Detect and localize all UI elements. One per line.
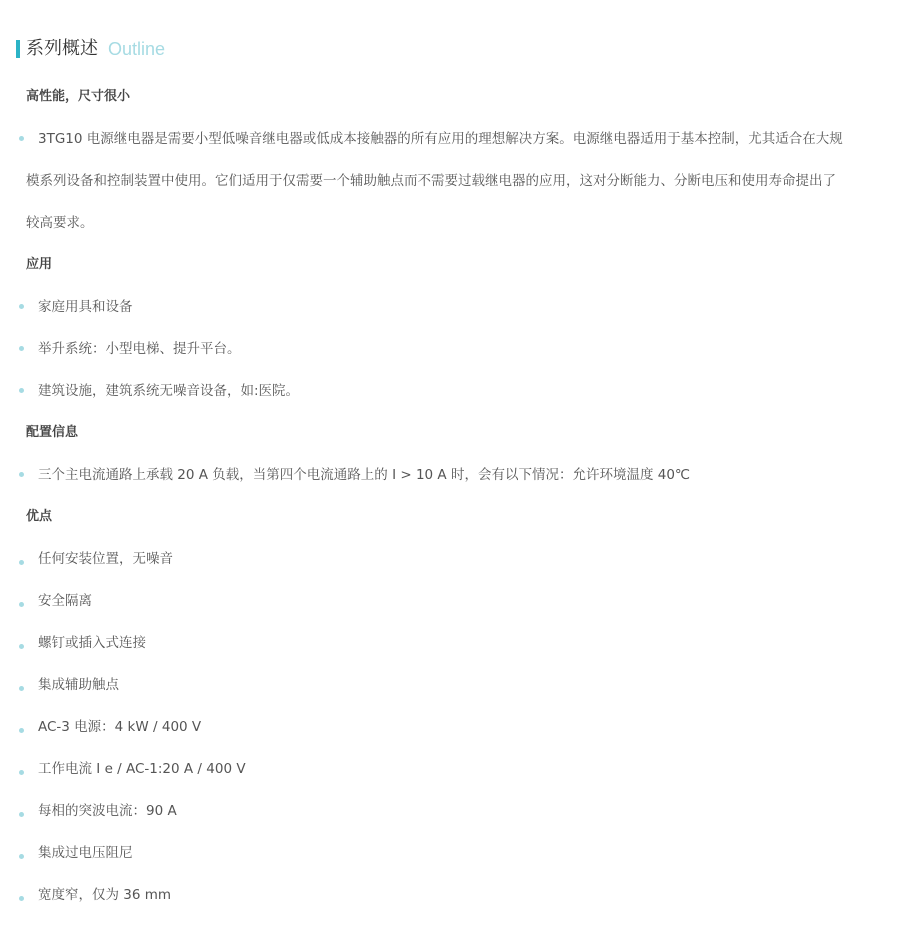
- bullet-icon: [19, 560, 24, 565]
- list-item: [0, 580, 900, 622]
- list-item: [0, 118, 900, 244]
- list-item-text: 建筑设施，建筑系统无噪音设备，如:医院。: [38, 383, 300, 399]
- bullet-icon: [19, 602, 24, 607]
- list-item-text: 三个主电流通路上承载 20 A 负载，当第四个电流通路上的 I > 10 A 时，会有以下情况：允许环境温度 40℃: [38, 467, 691, 483]
- performance-text: 3TG10 电源继电器是需要小型低噪音继电器或低成本接触器的所有应用的理想解决方案。电源继电器适用于基本控制，尤其适合在大规模系列设备和控制装置中使用。它们适用于仅需要一个辅助触点而不需要过载继电器的应用，这对分断能力、分断电压和使用寿命提出了较高要求。: [26, 131, 843, 231]
- list-item: [0, 874, 900, 916]
- list-item: [0, 454, 900, 496]
- list-item: [0, 538, 900, 580]
- content: [0, 76, 900, 916]
- list-item-text: 家庭用具和设备: [38, 299, 133, 315]
- section-title-en: Outline: [108, 39, 166, 59]
- bullet-icon: [19, 472, 24, 477]
- bullet-icon: [19, 854, 24, 859]
- bullet-icon: [19, 686, 24, 691]
- list-item: [0, 664, 900, 706]
- section-title: 系列概述: [26, 38, 98, 59]
- list-item: [0, 748, 900, 790]
- list-item-text: 螺钉或插入式连接: [38, 635, 146, 651]
- list-item: [0, 790, 900, 832]
- list-item-text: 任何安装位置，无噪音: [38, 551, 173, 567]
- bullet-icon: [19, 896, 24, 901]
- bullet-icon: [19, 346, 24, 351]
- heading-config: 配置信息: [26, 425, 79, 440]
- bullet-icon: [19, 388, 24, 393]
- bullet-icon: [19, 136, 24, 141]
- heading-advantages: 优点: [26, 509, 53, 524]
- list-item: [0, 286, 900, 328]
- bullet-icon: [19, 304, 24, 309]
- list-item: [0, 706, 900, 748]
- list-item-text: 集成辅助触点: [38, 677, 119, 693]
- bullet-icon: [19, 644, 24, 649]
- list-item: [0, 370, 900, 412]
- list-item-text: AC-3 电源：4 kW / 400 V: [38, 719, 202, 735]
- list-item: [0, 622, 900, 664]
- list-item-text: 举升系统：小型电梯、提升平台。: [38, 341, 241, 357]
- list-item-text: 安全隔离: [38, 593, 92, 609]
- list-item: [0, 832, 900, 874]
- list-item-text: 工作电流 I e / AC-1:20 A / 400 V: [38, 761, 246, 777]
- section-header: [16, 38, 165, 60]
- list-item: [0, 328, 900, 370]
- accent-bar: [16, 40, 20, 58]
- bullet-icon: [19, 728, 24, 733]
- heading-application: 应用: [26, 257, 53, 272]
- list-item-text: 宽度窄，仅为 36 mm: [38, 887, 172, 903]
- bullet-icon: [19, 812, 24, 817]
- list-item-text: 每相的突波电流：90 A: [38, 803, 177, 819]
- list-item-text: 集成过电压阻尼: [38, 845, 133, 861]
- heading-performance: 高性能，尺寸很小: [26, 89, 131, 104]
- bullet-icon: [19, 770, 24, 775]
